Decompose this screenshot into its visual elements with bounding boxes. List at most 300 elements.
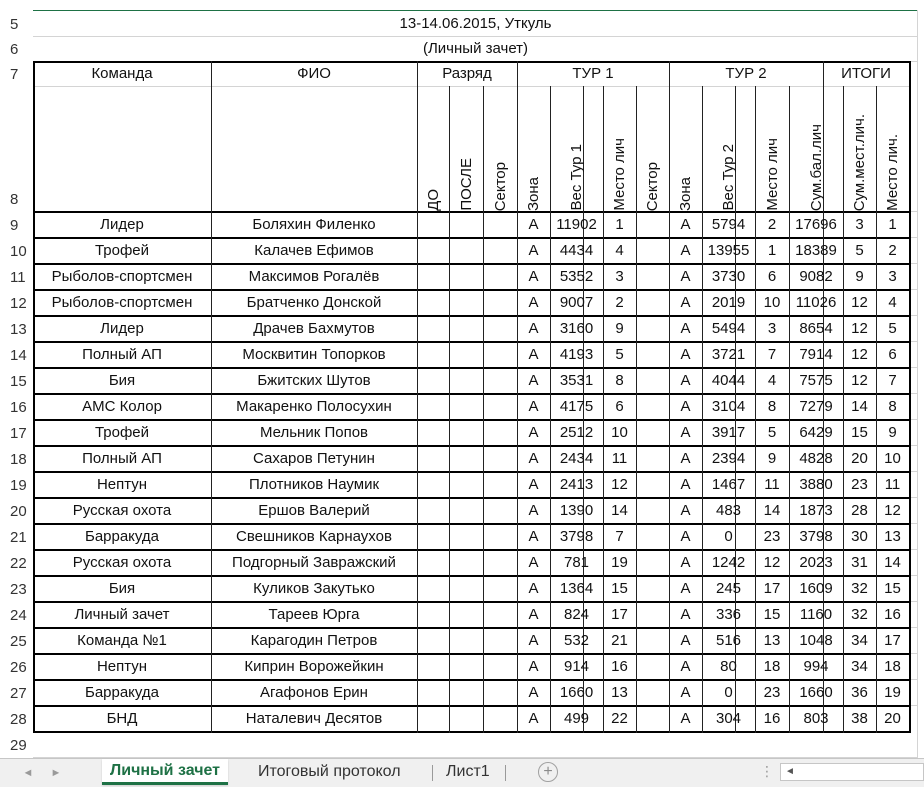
cell-fio[interactable]: Свешников Карнаухов	[236, 528, 392, 545]
row-number[interactable]: 29	[10, 737, 27, 754]
cell-final-place[interactable]: 12	[884, 502, 901, 519]
row-number[interactable]: 24	[10, 607, 27, 624]
header-final-place[interactable]	[876, 88, 909, 211]
cell-t1-zone[interactable]: А	[528, 554, 539, 571]
header-totals[interactable]: ИТОГИ	[841, 65, 891, 82]
cell-sum-places[interactable]: 15	[851, 424, 868, 441]
cell-fio[interactable]: Плотников Наумик	[248, 476, 380, 493]
cell-fio[interactable]: Калачев Ефимов	[254, 242, 374, 259]
cell-fio[interactable]: Макаренко Полосухин	[236, 398, 392, 415]
cell-t2-weight[interactable]: 0	[724, 684, 733, 701]
cell-t1-sector[interactable]	[483, 342, 517, 367]
cell-rank-before[interactable]	[417, 290, 449, 315]
cell-t2-zone[interactable]: А	[680, 294, 691, 311]
cell-t2-sector[interactable]	[636, 290, 669, 315]
cell-rank-after[interactable]	[449, 264, 483, 289]
cell-t1-zone[interactable]: А	[528, 450, 539, 467]
cell-sum-places[interactable]: 31	[851, 554, 868, 571]
cell-t1-sector[interactable]	[483, 238, 517, 263]
cell-t2-weight[interactable]: 80	[720, 658, 737, 675]
cell-t1-zone[interactable]: А	[528, 398, 539, 415]
cell-sum-places[interactable]: 20	[851, 450, 868, 467]
cell-t2-place[interactable]: 23	[763, 684, 781, 701]
cell-t1-weight[interactable]: 914	[563, 658, 590, 675]
header-t2-place[interactable]	[755, 88, 789, 211]
cell-t2-sector[interactable]	[636, 238, 669, 263]
cell-rank-after[interactable]	[449, 628, 483, 653]
cell-sum-points[interactable]: 7279	[799, 398, 833, 415]
cell-final-place[interactable]: 8	[888, 398, 897, 415]
cell-t2-weight[interactable]: 5494	[711, 320, 746, 337]
cell-sum-points[interactable]: 6429	[799, 424, 833, 441]
cell-rank-after[interactable]	[449, 576, 483, 601]
cell-sum-points[interactable]: 3798	[799, 528, 833, 545]
header-t2-sector[interactable]	[636, 88, 669, 211]
cell-final-place[interactable]: 7	[888, 372, 897, 389]
header-tour2[interactable]: ТУР 2	[725, 65, 767, 82]
cell-t1-place[interactable]: 17	[611, 606, 628, 623]
cell-t2-place[interactable]: 7	[767, 346, 777, 363]
cell-t1-place[interactable]: 14	[611, 502, 628, 519]
cell-rank-after[interactable]	[449, 654, 483, 679]
cell-final-place[interactable]: 15	[884, 580, 901, 597]
cell-team[interactable]: Русская охота	[72, 502, 172, 519]
tab-scroll-right-icon[interactable]: ►	[50, 767, 62, 779]
cell-t2-sector[interactable]	[636, 498, 669, 523]
cell-rank-after[interactable]	[449, 524, 483, 549]
cell-sum-points[interactable]: 803	[803, 710, 829, 727]
cell-t1-place[interactable]: 5	[615, 346, 624, 363]
row-number[interactable]: 26	[10, 659, 27, 676]
cell-rank-before[interactable]	[417, 212, 449, 237]
cell-t1-sector[interactable]	[483, 654, 517, 679]
cell-t1-weight[interactable]: 9007	[559, 294, 594, 311]
cell-t1-place[interactable]: 15	[611, 580, 628, 597]
cell-final-place[interactable]: 20	[884, 710, 901, 727]
cell-t2-zone[interactable]: А	[680, 372, 691, 389]
cell-fio[interactable]: Карагодин Петров	[250, 632, 378, 649]
cell-t1-place[interactable]: 6	[615, 398, 624, 415]
cell-t1-zone[interactable]: А	[528, 528, 539, 545]
cell-t2-zone[interactable]: А	[680, 580, 691, 597]
cell-rank-before[interactable]	[417, 576, 449, 601]
header-t2-weight[interactable]	[702, 88, 755, 211]
cell-fio[interactable]: Максимов Рогалёв	[248, 268, 380, 285]
cell-t2-zone[interactable]: А	[680, 632, 691, 649]
cell-rank-after[interactable]	[449, 290, 483, 315]
cell-t1-weight[interactable]: 4434	[559, 242, 594, 259]
cell-final-place[interactable]: 18	[884, 658, 901, 675]
header-t1-sector[interactable]	[483, 88, 517, 211]
cell-rank-before[interactable]	[417, 654, 449, 679]
cell-t2-sector[interactable]	[636, 706, 669, 731]
cell-fio[interactable]: Боляхин Филенко	[252, 216, 376, 233]
cell-t1-place[interactable]: 13	[611, 684, 628, 701]
cell-t2-sector[interactable]	[636, 576, 669, 601]
cell-t1-zone[interactable]: А	[528, 216, 539, 233]
cell-t1-place[interactable]: 19	[611, 554, 628, 571]
cell-rank-before[interactable]	[417, 602, 449, 627]
cell-t1-weight[interactable]: 11902	[556, 216, 597, 233]
cell-t2-zone[interactable]: А	[680, 450, 691, 467]
cell-t1-weight[interactable]: 1660	[559, 684, 594, 701]
cell-sum-points[interactable]: 994	[803, 658, 829, 675]
cell-rank-after[interactable]	[449, 394, 483, 419]
cell-t2-weight[interactable]: 5794	[711, 216, 746, 233]
cell-t1-zone[interactable]: А	[528, 710, 539, 727]
cell-t1-weight[interactable]: 3531	[559, 372, 594, 389]
cell-t1-weight[interactable]: 4175	[559, 398, 594, 415]
cell-t2-weight[interactable]: 336	[715, 606, 742, 623]
cell-t1-place[interactable]: 1	[615, 216, 624, 233]
header-team[interactable]: Команда	[91, 65, 153, 82]
cell-final-place[interactable]: 11	[884, 476, 901, 493]
cell-t1-sector[interactable]	[483, 576, 517, 601]
cell-rank-after[interactable]	[449, 368, 483, 393]
tab-personal-standings[interactable]: Личный зачет	[102, 759, 228, 785]
cell-fio[interactable]: Наталевич Десятов	[245, 710, 383, 727]
cell-final-place[interactable]: 5	[888, 320, 897, 337]
cell-sum-places[interactable]: 12	[851, 320, 868, 337]
cell-sum-points[interactable]: 7914	[799, 346, 833, 363]
cell-t2-weight[interactable]: 13955	[707, 242, 750, 259]
cell-rank-before[interactable]	[417, 498, 449, 523]
cell-t1-place[interactable]: 8	[615, 372, 624, 389]
cell-final-place[interactable]: 19	[884, 684, 901, 701]
row-number[interactable]: 20	[10, 503, 27, 520]
cell-sum-points[interactable]: 1048	[799, 632, 833, 649]
cell-t2-weight[interactable]: 304	[715, 710, 742, 727]
scroll-left-arrow-icon[interactable]: ◄	[785, 766, 795, 777]
row-number[interactable]: 17	[10, 425, 27, 442]
cell-t2-place[interactable]: 15	[763, 606, 781, 623]
cell-t2-place[interactable]: 14	[763, 502, 781, 519]
cell-t1-zone[interactable]: А	[528, 424, 539, 441]
cell-t1-weight[interactable]: 781	[563, 554, 590, 571]
cell-t1-sector[interactable]	[483, 628, 517, 653]
cell-t2-zone[interactable]: А	[680, 502, 691, 519]
cell-t1-place[interactable]: 3	[615, 268, 624, 285]
cell-rank-after[interactable]	[449, 706, 483, 731]
cell-fio[interactable]: Киприн Ворожейкин	[244, 658, 384, 675]
cell-t1-zone[interactable]: А	[528, 346, 539, 363]
cell-sum-places[interactable]: 12	[851, 372, 868, 389]
row-number[interactable]: 22	[10, 555, 27, 572]
cell-sum-places[interactable]: 32	[851, 580, 868, 597]
cell-t1-sector[interactable]	[483, 524, 517, 549]
cell-rank-before[interactable]	[417, 420, 449, 445]
row-number[interactable]: 11	[10, 269, 26, 286]
cell-sum-places[interactable]: 23	[851, 476, 868, 493]
cell-t2-weight[interactable]: 1242	[711, 554, 746, 571]
cell-t2-weight[interactable]: 2394	[711, 450, 746, 467]
cell-rank-after[interactable]	[449, 238, 483, 263]
cell-t2-place[interactable]: 16	[763, 710, 781, 727]
cell-t2-sector[interactable]	[636, 394, 669, 419]
row-number[interactable]: 12	[10, 295, 27, 312]
cell-final-place[interactable]: 2	[888, 242, 897, 259]
cell-fio[interactable]: Драчев Бахмутов	[253, 320, 375, 337]
cell-t1-weight[interactable]: 1364	[559, 580, 594, 597]
cell-t2-place[interactable]: 12	[763, 554, 781, 571]
row-number[interactable]: 8	[10, 191, 19, 208]
cell-sum-places[interactable]: 32	[851, 606, 868, 623]
row-number[interactable]: 28	[10, 711, 27, 728]
cell-t2-weight[interactable]: 2019	[711, 294, 746, 311]
cell-t1-place[interactable]: 22	[611, 710, 628, 727]
cell-rank-before[interactable]	[417, 628, 449, 653]
cell-t1-sector[interactable]	[483, 680, 517, 705]
cell-team[interactable]: Барракуда	[84, 528, 160, 545]
cell-team[interactable]: Трофей	[94, 424, 150, 441]
cell-t2-place[interactable]: 2	[767, 216, 777, 233]
cell-t1-weight[interactable]: 499	[563, 710, 590, 727]
header-fio[interactable]: ФИО	[297, 65, 331, 82]
header-sum-points[interactable]	[789, 88, 843, 211]
row-number[interactable]: 23	[10, 581, 27, 598]
cell-t1-zone[interactable]: А	[528, 632, 539, 649]
cell-rank-after[interactable]	[449, 472, 483, 497]
cell-t2-sector[interactable]	[636, 524, 669, 549]
cell-t1-place[interactable]: 11	[611, 450, 628, 467]
cell-fio[interactable]: Мельник Попов	[259, 424, 369, 441]
cell-sum-places[interactable]: 14	[851, 398, 868, 415]
cell-t2-sector[interactable]	[636, 602, 669, 627]
cell-t2-zone[interactable]: А	[680, 658, 691, 675]
header-rank-before[interactable]	[417, 88, 449, 211]
cell-rank-after[interactable]	[449, 602, 483, 627]
cell-t2-zone[interactable]: А	[680, 424, 691, 441]
row-number[interactable]: 21	[10, 529, 27, 546]
header-tour1[interactable]: ТУР 1	[572, 65, 614, 82]
cell-t2-weight[interactable]: 3721	[711, 346, 746, 363]
cell-sum-places[interactable]: 28	[851, 502, 868, 519]
row-number[interactable]: 7	[10, 66, 19, 83]
cell-t1-place[interactable]: 10	[611, 424, 628, 441]
cell-t2-weight[interactable]: 4044	[711, 372, 746, 389]
cell-t2-zone[interactable]: А	[680, 554, 691, 571]
cell-team[interactable]: Нептун	[96, 476, 148, 493]
cell-rank-after[interactable]	[449, 498, 483, 523]
cell-t2-sector[interactable]	[636, 680, 669, 705]
cell-t2-place[interactable]: 5	[767, 424, 777, 441]
header-t1-weight[interactable]	[550, 88, 603, 211]
cell-team[interactable]: Команда №1	[77, 632, 167, 649]
cell-t1-zone[interactable]: А	[528, 580, 539, 597]
cell-sum-points[interactable]: 11026	[795, 294, 837, 311]
cell-final-place[interactable]: 10	[884, 450, 901, 467]
cell-t1-weight[interactable]: 2413	[559, 476, 594, 493]
more-options-icon[interactable]: ⋮	[760, 763, 774, 779]
cell-t1-weight[interactable]: 3798	[559, 528, 594, 545]
cell-t2-zone[interactable]: А	[680, 398, 691, 415]
cell-sum-points[interactable]: 7575	[799, 372, 833, 389]
cell-t2-sector[interactable]	[636, 264, 669, 289]
cell-t2-weight[interactable]: 483	[715, 502, 742, 519]
cell-t1-weight[interactable]: 2512	[559, 424, 594, 441]
cell-t2-place[interactable]: 23	[763, 528, 781, 545]
spreadsheet-grid[interactable]	[33, 10, 924, 758]
cell-team[interactable]: Барракуда	[84, 684, 160, 701]
cell-sum-points[interactable]: 8654	[799, 320, 833, 337]
cell-t1-zone[interactable]: А	[528, 268, 539, 285]
cell-sum-points[interactable]: 4828	[799, 450, 833, 467]
cell-fio[interactable]: Сахаров Петунин	[253, 450, 375, 467]
cell-team[interactable]: Лидер	[100, 320, 144, 337]
cell-t1-place[interactable]: 4	[615, 242, 624, 259]
cell-t2-weight[interactable]: 245	[715, 580, 742, 597]
cell-t1-sector[interactable]	[483, 706, 517, 731]
cell-t1-weight[interactable]: 824	[563, 606, 590, 623]
cell-team[interactable]: АМС Колор	[82, 398, 162, 415]
cell-rank-before[interactable]	[417, 472, 449, 497]
cell-team[interactable]: Лидер	[100, 216, 144, 233]
cell-t2-place[interactable]: 4	[767, 372, 777, 389]
cell-t2-zone[interactable]: А	[680, 710, 691, 727]
row-number[interactable]: 14	[10, 347, 27, 364]
cell-t2-sector[interactable]	[636, 420, 669, 445]
add-sheet-icon[interactable]: +	[538, 762, 558, 782]
cell-t2-place[interactable]: 9	[767, 450, 777, 467]
row-number[interactable]: 13	[10, 321, 27, 338]
cell-sum-places[interactable]: 12	[851, 294, 868, 311]
cell-team[interactable]: Русская охота	[72, 554, 172, 571]
cell-t2-zone[interactable]: А	[680, 242, 691, 259]
cell-rank-after[interactable]	[449, 550, 483, 575]
cell-t1-sector[interactable]	[483, 316, 517, 341]
cell-t2-place[interactable]: 17	[763, 580, 781, 597]
cell-final-place[interactable]: 13	[884, 528, 901, 545]
cell-t1-sector[interactable]	[483, 550, 517, 575]
cell-team[interactable]: Полный АП	[82, 346, 162, 363]
cell-t2-sector[interactable]	[636, 368, 669, 393]
cell-fio[interactable]: Тареев Юрга	[268, 606, 360, 623]
cell-t2-sector[interactable]	[636, 212, 669, 237]
cell-sum-places[interactable]: 12	[851, 346, 868, 363]
cell-sum-points[interactable]: 1160	[799, 606, 833, 623]
cell-rank-before[interactable]	[417, 394, 449, 419]
cell-fio[interactable]: Подгорный Завражский	[232, 554, 396, 571]
cell-final-place[interactable]: 9	[888, 424, 897, 441]
cell-final-place[interactable]: 3	[888, 268, 897, 285]
cell-team[interactable]: Бия	[108, 580, 136, 597]
cell-rank-before[interactable]	[417, 680, 449, 705]
cell-t1-zone[interactable]: А	[528, 606, 539, 623]
cell-t2-place[interactable]: 11	[764, 476, 780, 493]
cell-rank-before[interactable]	[417, 706, 449, 731]
cell-sum-places[interactable]: 30	[851, 528, 868, 545]
header-t1-place[interactable]	[603, 88, 636, 211]
cell-rank-before[interactable]	[417, 264, 449, 289]
cell-t1-sector[interactable]	[483, 290, 517, 315]
cell-rank-before[interactable]	[417, 342, 449, 367]
report-title[interactable]: 13-14.06.2015, Уткуль	[399, 14, 552, 32]
cell-team[interactable]: Рыболов-спортсмен	[51, 294, 193, 311]
cell-t1-weight[interactable]: 3160	[559, 320, 594, 337]
cell-sum-places[interactable]: 34	[851, 632, 868, 649]
cell-rank-after[interactable]	[449, 420, 483, 445]
horizontal-scrollbar[interactable]	[780, 763, 924, 781]
row-number[interactable]: 27	[10, 685, 27, 702]
cell-t2-weight[interactable]: 516	[715, 632, 742, 649]
cell-t1-weight[interactable]: 532	[563, 632, 590, 649]
cell-t2-zone[interactable]: А	[680, 476, 691, 493]
cell-sum-points[interactable]: 2023	[799, 554, 833, 571]
cell-fio[interactable]: Куликов Закутько	[253, 580, 375, 597]
cell-rank-after[interactable]	[449, 212, 483, 237]
header-t1-zone[interactable]	[517, 88, 550, 211]
tab-final-protocol[interactable]: Итоговый протокол	[258, 763, 401, 780]
cell-t2-zone[interactable]: А	[680, 216, 691, 233]
cell-t1-weight[interactable]: 2434	[559, 450, 594, 467]
row-number[interactable]: 25	[10, 633, 27, 650]
row-number[interactable]: 6	[10, 41, 19, 58]
cell-t1-zone[interactable]: А	[528, 684, 539, 701]
cell-t1-place[interactable]: 12	[611, 476, 628, 493]
cell-t2-place[interactable]: 3	[767, 320, 777, 337]
cell-t2-sector[interactable]	[636, 628, 669, 653]
cell-t2-place[interactable]: 1	[767, 242, 777, 259]
tab-sheet1[interactable]: Лист1	[446, 763, 490, 780]
cell-rank-after[interactable]	[449, 342, 483, 367]
cell-fio[interactable]: Бжитских Шутов	[257, 372, 371, 389]
cell-team[interactable]: БНД	[106, 710, 138, 727]
cell-team[interactable]: Нептун	[96, 658, 148, 675]
cell-t2-sector[interactable]	[636, 316, 669, 341]
cell-fio[interactable]: Братченко Донской	[246, 294, 382, 311]
cell-t1-sector[interactable]	[483, 446, 517, 471]
cell-t1-sector[interactable]	[483, 498, 517, 523]
report-subtitle[interactable]: (Личный зачет)	[422, 40, 529, 57]
cell-t1-place[interactable]: 7	[615, 528, 624, 545]
cell-t2-place[interactable]: 8	[767, 398, 777, 415]
cell-sum-points[interactable]: 18389	[795, 242, 837, 259]
cell-t2-weight[interactable]: 1467	[711, 476, 746, 493]
cell-t2-place[interactable]: 6	[767, 268, 777, 285]
cell-final-place[interactable]: 1	[888, 216, 897, 233]
cell-final-place[interactable]: 14	[884, 554, 901, 571]
header-t2-zone[interactable]	[669, 88, 702, 211]
cell-team[interactable]: Полный АП	[82, 450, 162, 467]
header-rank[interactable]: Разряд	[442, 65, 492, 82]
cell-t2-place[interactable]: 10	[763, 294, 781, 311]
cell-sum-points[interactable]: 1873	[799, 502, 833, 519]
cell-t2-weight[interactable]: 3730	[711, 268, 746, 285]
cell-final-place[interactable]: 6	[888, 346, 897, 363]
cell-team[interactable]: Трофей	[94, 242, 150, 259]
cell-t2-weight[interactable]: 0	[724, 528, 733, 545]
cell-t1-weight[interactable]: 1390	[559, 502, 594, 519]
cell-t2-sector[interactable]	[636, 446, 669, 471]
cell-t2-zone[interactable]: А	[680, 268, 691, 285]
cell-t2-weight[interactable]: 3917	[711, 424, 746, 441]
cell-t2-place[interactable]: 13	[763, 632, 781, 649]
cell-sum-places[interactable]: 9	[855, 268, 864, 285]
cell-t2-sector[interactable]	[636, 654, 669, 679]
cell-rank-after[interactable]	[449, 446, 483, 471]
cell-t1-place[interactable]: 9	[615, 320, 624, 337]
cell-t1-sector[interactable]	[483, 394, 517, 419]
cell-t1-sector[interactable]	[483, 368, 517, 393]
cell-sum-places[interactable]: 36	[851, 684, 868, 701]
cell-t2-sector[interactable]	[636, 472, 669, 497]
cell-fio[interactable]: Агафонов Ерин	[260, 684, 368, 701]
row-number[interactable]: 18	[10, 451, 27, 468]
cell-rank-before[interactable]	[417, 238, 449, 263]
cell-final-place[interactable]: 4	[888, 294, 897, 311]
row-number[interactable]: 9	[10, 217, 19, 234]
cell-t2-sector[interactable]	[636, 550, 669, 575]
